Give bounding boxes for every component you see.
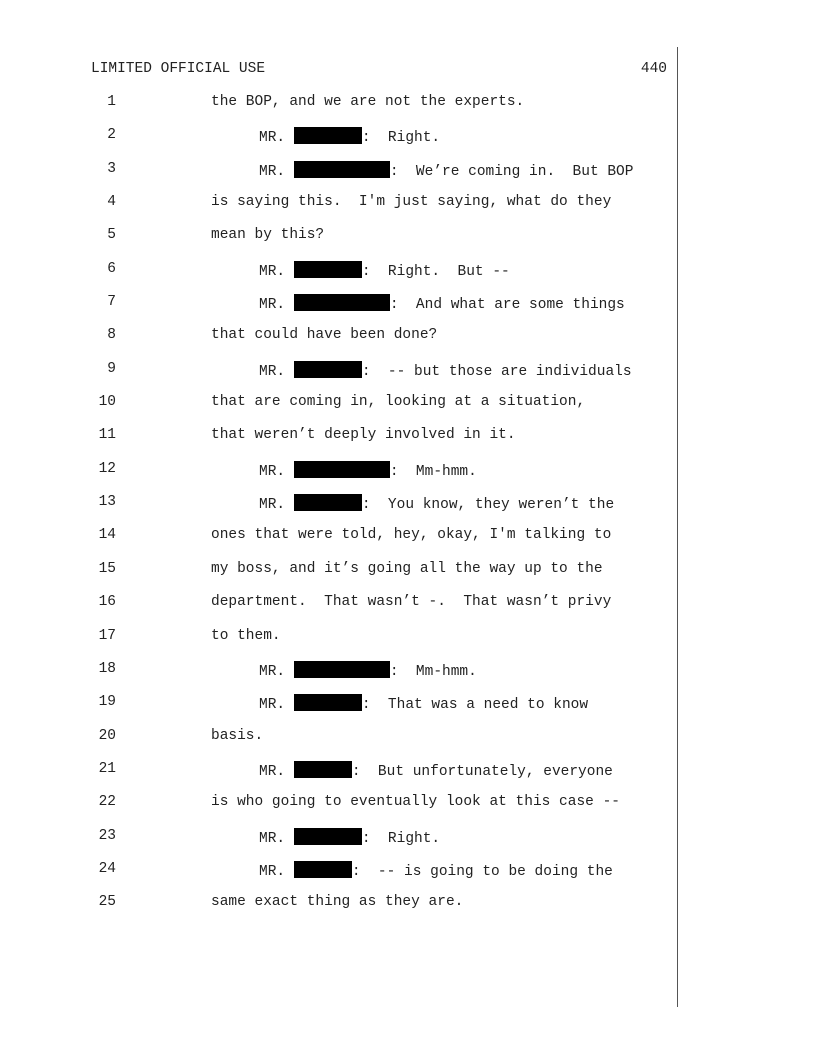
speaker-title: MR. [259,663,286,680]
redaction-block [294,261,362,278]
line-number: 1 [107,94,116,110]
transcript-line [0,394,680,427]
line-text: : Mm-hmm. [389,663,477,680]
speaker-line [259,661,477,680]
line-text: : But unfortunately, everyone [351,763,613,780]
line-text: department. That wasn’t -. That wasn’t privy [211,594,612,611]
classification-marking: LIMITED OFFICIAL USE [91,61,266,77]
speaker-line [259,127,440,146]
transcript-line [0,861,680,894]
line-text: : Right. [361,830,441,847]
redaction-block [294,761,352,778]
redaction-block [294,161,390,178]
line-number: 15 [98,560,116,577]
line-number: 20 [98,727,116,744]
speaker-title: MR. [259,297,286,314]
line-number: 16 [98,594,116,611]
line-number: 7 [107,294,116,311]
page-header [91,61,667,81]
speaker-title: MR. [259,497,286,514]
transcript-line [0,461,680,494]
transcript-line [0,494,680,527]
line-text: that are coming in, looking at a situation, [211,394,586,411]
redaction-block [294,861,352,878]
speaker-title: MR. [259,830,286,847]
line-number: 2 [107,127,116,144]
line-number: 9 [107,360,116,377]
line-number: 21 [98,760,116,777]
line-text: : We’re coming in. But BOP [389,163,634,180]
transcript-line [0,527,680,560]
line-number: 18 [98,660,116,677]
transcript-line [0,694,680,727]
line-text: : -- is going to be doing the [351,863,613,880]
speaker-line [259,261,510,280]
redaction-block [294,461,390,478]
line-number: 19 [98,694,116,711]
line-text: : And what are some things [389,297,625,314]
redaction-block [294,661,390,678]
speaker-title: MR. [259,863,286,880]
redaction-block [294,828,362,845]
line-number: 4 [107,194,116,211]
line-number: 5 [107,227,116,244]
line-number: 10 [98,394,116,411]
transcript-line [0,427,680,460]
speaker-line [259,361,632,380]
speaker-title: MR. [259,263,286,280]
line-number: 12 [98,460,116,477]
transcript-line [0,227,680,260]
line-text: mean by this? [211,227,325,244]
line-text: that weren’t deeply involved in it. [211,427,516,444]
speaker-title: MR. [259,763,286,780]
line-text: basis. [211,727,264,744]
line-text: ones that were told, hey, okay, I'm talking to [211,527,612,544]
line-text: to them. [211,627,281,644]
transcript-line [0,361,680,394]
transcript-line [0,127,680,160]
line-number: 13 [98,494,116,511]
line-number: 22 [98,794,116,811]
transcript-line [0,594,680,627]
transcript-line [0,628,680,661]
line-number: 6 [107,260,116,277]
line-number: 17 [98,627,116,644]
transcript-line [0,327,680,360]
transcript-line [0,94,680,127]
line-text: : That was a need to know [361,697,589,714]
line-text: is who going to eventually look at this case -- [211,794,620,811]
line-number: 25 [98,894,116,911]
transcript-line [0,194,680,227]
page-number: 440 [640,61,667,77]
transcript-line [0,294,680,327]
speaker-title: MR. [259,163,286,180]
transcript-line [0,894,680,927]
line-number: 3 [107,160,116,177]
line-number: 24 [98,860,116,877]
speaker-line [259,294,625,313]
speaker-line [259,494,614,513]
transcript-line [0,161,680,194]
speaker-title: MR. [259,130,286,147]
line-text: : Mm-hmm. [389,463,477,480]
line-text: same exact thing as they are. [211,894,464,911]
transcript-line [0,761,680,794]
speaker-line [259,861,613,880]
line-text: my boss, and it’s going all the way up to the [211,560,603,577]
line-text: : -- but those are individuals [361,363,632,380]
speaker-title: MR. [259,463,286,480]
line-text: : Right. [361,130,441,147]
line-text: : Right. But -- [361,263,510,280]
line-text: is saying this. I'm just saying, what do they [211,194,612,211]
line-text: the BOP, and we are not the experts. [211,94,525,110]
transcript-line [0,828,680,861]
speaker-line [259,461,477,480]
speaker-line [259,161,633,180]
redaction-block [294,494,362,511]
redaction-block [294,361,362,378]
transcript-body [0,94,680,928]
transcript-line [0,661,680,694]
speaker-line [259,694,588,713]
line-number: 8 [107,327,116,344]
speaker-title: MR. [259,697,286,714]
speaker-title: MR. [259,363,286,380]
transcript-line [0,561,680,594]
line-number: 11 [98,427,116,444]
transcript-line [0,794,680,827]
line-text: : You know, they weren’t the [361,497,615,514]
transcript-line [0,728,680,761]
line-text: that could have been done? [211,327,438,344]
redaction-block [294,694,362,711]
redaction-block [294,294,390,311]
redaction-block [294,127,362,144]
transcript-line [0,261,680,294]
speaker-line [259,828,440,847]
line-number: 14 [98,527,116,544]
line-number: 23 [98,827,116,844]
speaker-line [259,761,613,780]
